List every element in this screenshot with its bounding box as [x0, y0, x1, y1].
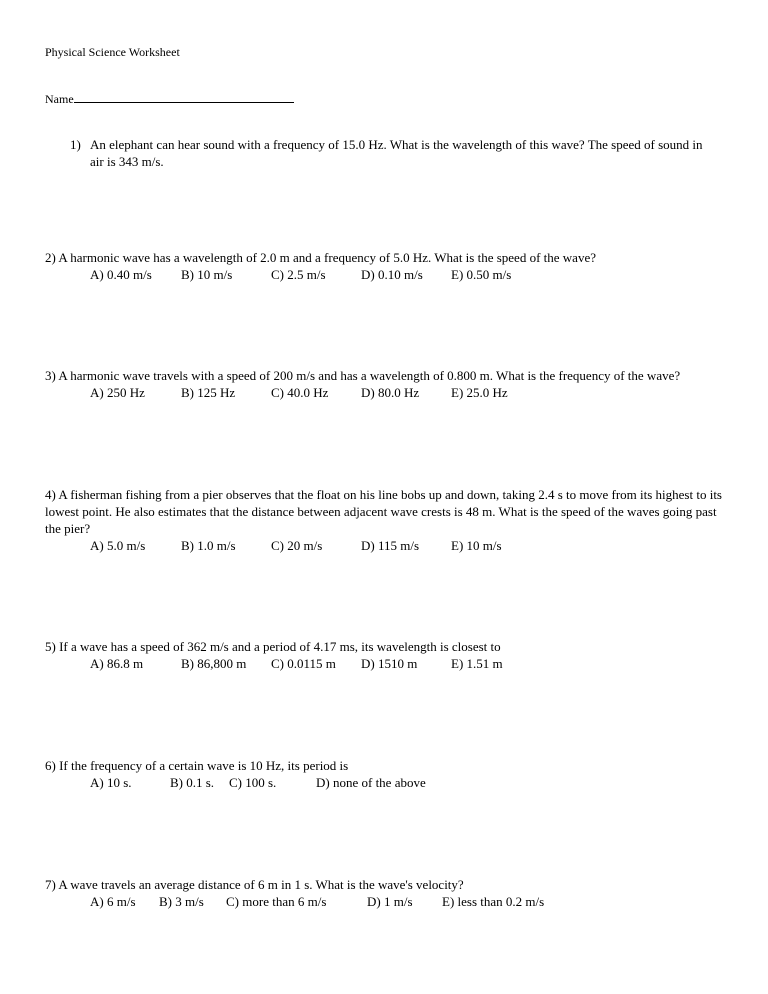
question-3 — [45, 367, 725, 401]
question-2-text: 2) A harmonic wave has a wavelength of 2.0 m and a frequency of 5.0 Hz. What is the speed of the wave? — [45, 250, 596, 265]
choice-a[interactable]: A) 10 s. — [90, 775, 132, 790]
question-5-choices — [45, 655, 725, 672]
choice-a[interactable]: A) 250 Hz — [90, 385, 145, 400]
question-7 — [45, 876, 725, 910]
choice-d[interactable]: D) 1510 m — [361, 656, 418, 671]
choice-b[interactable]: B) 10 m/s — [181, 267, 233, 282]
question-2 — [45, 249, 725, 283]
choice-a[interactable]: A) 5.0 m/s — [90, 538, 146, 553]
choice-a[interactable]: A) 86.8 m — [90, 656, 144, 671]
choice-b[interactable]: B) 1.0 m/s — [181, 538, 236, 553]
choice-d[interactable]: D) 115 m/s — [361, 538, 420, 553]
name-label: Name — [45, 92, 74, 106]
name-blank-line[interactable] — [74, 90, 294, 103]
question-3-text: 3) A harmonic wave travels with a speed of 200 m/s and has a wavelength of 0.800 m. What is the frequency of the wave? — [45, 368, 681, 383]
choice-c[interactable]: C) 100 s. — [229, 775, 277, 790]
choice-a[interactable]: A) 6 m/s — [90, 894, 136, 909]
choice-d[interactable]: D) 1 m/s — [367, 894, 413, 909]
choice-c[interactable]: C) 40.0 Hz — [271, 385, 329, 400]
choice-d[interactable]: D) 0.10 m/s — [361, 267, 423, 282]
question-5 — [45, 638, 725, 672]
choice-e[interactable]: E) 1.51 m — [451, 656, 503, 671]
question-6-choices — [45, 774, 725, 791]
question-2-choices — [45, 266, 725, 283]
choice-b[interactable]: B) 3 m/s — [159, 894, 204, 909]
question-6 — [45, 757, 725, 791]
worksheet-title: Physical Science Worksheet — [45, 45, 180, 59]
question-7-choices — [45, 893, 725, 910]
choice-e[interactable]: E) 25.0 Hz — [451, 385, 508, 400]
question-6-text: 6) If the frequency of a certain wave is 10 Hz, its period is — [45, 758, 349, 773]
question-7-text: 7) A wave travels an average distance of 6 m in 1 s. What is the wave's velocity? — [45, 877, 464, 892]
choice-a[interactable]: A) 0.40 m/s — [90, 267, 152, 282]
choice-c[interactable]: C) 0.0115 m — [271, 656, 336, 671]
question-1-text: An elephant can hear sound with a frequency of 15.0 Hz. What is the wavelength of this wave? The speed of sound in air is 343 m/s. — [90, 137, 703, 169]
choice-b[interactable]: B) 86,800 m — [181, 656, 247, 671]
choice-e[interactable]: E) 0.50 m/s — [451, 267, 512, 282]
choice-c[interactable]: C) 20 m/s — [271, 538, 323, 553]
choice-b[interactable]: B) 125 Hz — [181, 385, 236, 400]
choice-b[interactable]: B) 0.1 s. — [170, 775, 215, 790]
choice-e[interactable]: E) less than 0.2 m/s — [442, 894, 545, 909]
question-1-number: 1) — [70, 137, 81, 152]
question-1 — [70, 136, 710, 170]
question-4-text: 4) A fisherman fishing from a pier observes that the float on his line bobs up and down, taking 2.4 s to move from its highest to its lowest point. He also estimates that the distance between adjacent wave crests is 48 m. What is the speed of the waves going past the pier? — [45, 487, 722, 536]
choice-e[interactable]: E) 10 m/s — [451, 538, 502, 553]
question-4-choices — [45, 537, 725, 554]
question-4 — [45, 486, 725, 554]
choice-d[interactable]: D) none of the above — [316, 775, 426, 790]
question-5-text: 5) If a wave has a speed of 362 m/s and a period of 4.17 ms, its wavelength is closest to — [45, 639, 501, 654]
choice-c[interactable]: C) more than 6 m/s — [226, 894, 327, 909]
choice-c[interactable]: C) 2.5 m/s — [271, 267, 326, 282]
name-field[interactable] — [45, 90, 294, 107]
question-3-choices — [45, 384, 725, 401]
choice-d[interactable]: D) 80.0 Hz — [361, 385, 420, 400]
